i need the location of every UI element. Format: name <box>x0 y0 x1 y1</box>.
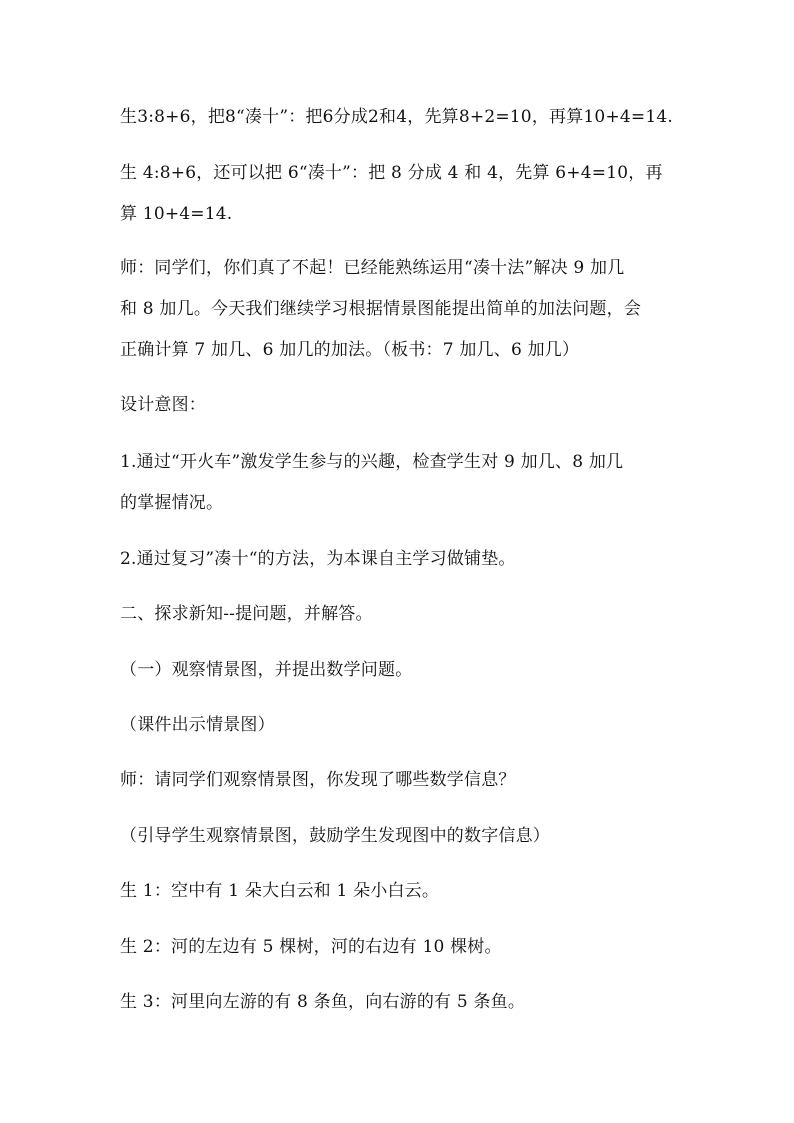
guidance-note: （引导学生观察情景图，鼓励学生发现图中的数字信息） <box>120 826 550 846</box>
text-line-3: 算 10+4=14. <box>120 204 233 224</box>
text-line-5: 和 8 加几。今天我们继续学习根据情景图能提出简单的加法问题，会 <box>120 299 642 319</box>
text-line-10: 2.通过复习”凑十“的方法，为本课自主学习做铺垫。 <box>120 549 516 569</box>
text-line-6: 正确计算 7 加几、6 加几的加法。（板书：7 加几、6 加几） <box>120 340 580 360</box>
section-note-title: 设计意图： <box>120 395 206 415</box>
text-line-4: 师：同学们，你们真了不起！已经能熟练运用“凑十法”解决 9 加几 <box>120 258 625 278</box>
courseware-note: （课件出示情景图） <box>120 715 275 735</box>
section-heading: 二、探求新知--提问题，并解答。 <box>120 604 373 624</box>
student-answer-1: 生 1：空中有 1 朵大白云和 1 朵小白云。 <box>120 881 440 901</box>
teacher-question: 师：请同学们观察情景图，你发现了哪些数学信息？ <box>120 770 516 790</box>
student-answer-2: 生 2：河的左边有 5 棵树，河的右边有 10 棵树。 <box>120 937 502 957</box>
subsection-heading: （一）观察情景图，并提出数学问题。 <box>120 660 413 680</box>
text-line-1: 生3:8+6，把8“凑十”：把6分成2和4，先算8+2=10，再算10+4=14. <box>120 107 673 127</box>
text-line-9: 的掌握情况。 <box>120 493 224 513</box>
student-answer-3: 生 3：河里向左游的有 8 条鱼，向右游的有 5 条鱼。 <box>120 992 526 1012</box>
text-line-2: 生 4:8+6，还可以把 6“凑十”：把 8 分成 4 和 4，先算 6+4=10，再 <box>120 163 663 183</box>
text-line-8: 1.通过“开火车”激发学生参与的兴趣，检查学生对 9 加几、8 加几 <box>120 452 624 472</box>
